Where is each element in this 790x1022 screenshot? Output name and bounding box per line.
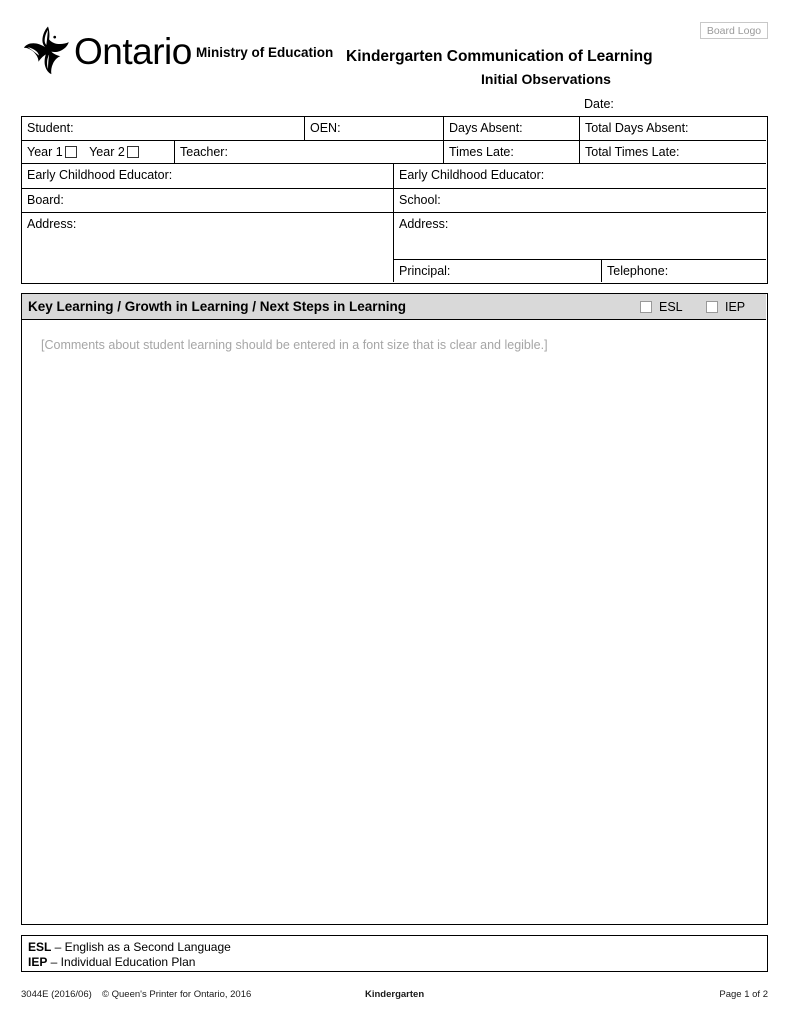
identification-table xyxy=(21,116,768,284)
footer-program-name: Kindergarten xyxy=(365,989,425,1000)
field-oen[interactable] xyxy=(304,117,443,140)
iep-label: IEP xyxy=(725,300,746,314)
field-board[interactable] xyxy=(22,188,393,212)
field-principal[interactable] xyxy=(393,259,601,282)
legend-iep-line xyxy=(28,955,767,970)
iep-checkbox-group[interactable] xyxy=(706,299,745,315)
legend-esl-text: – English as a Second Language xyxy=(51,940,231,954)
field-ece-school[interactable] xyxy=(393,163,766,188)
field-school-address-label: Address: xyxy=(399,217,449,231)
legend-iep-text: – Individual Education Plan xyxy=(47,955,196,969)
field-days-absent[interactable] xyxy=(443,117,579,140)
ontario-logo xyxy=(20,22,190,80)
field-year-selection[interactable] xyxy=(22,140,174,163)
key-learning-header-bar xyxy=(22,294,766,320)
field-student-label: Student: xyxy=(27,121,74,135)
esl-label: ESL xyxy=(659,300,683,314)
ontario-wordmark: Ontario xyxy=(74,31,192,72)
field-ece-school-label: Early Childhood Educator: xyxy=(399,168,545,182)
legend-esl-abbr: ESL xyxy=(28,940,52,954)
field-school-label: School: xyxy=(399,193,441,207)
date-label: Date: xyxy=(584,97,614,111)
comments-placeholder-text[interactable]: [Comments about student learning should be entered in a font size that is clear and legible.] xyxy=(41,338,548,352)
field-board-address[interactable] xyxy=(22,212,393,282)
footer-page-number: Page 1 of 2 xyxy=(719,989,768,1000)
key-learning-section xyxy=(21,293,768,925)
field-oen-label: OEN: xyxy=(310,121,341,135)
field-board-label: Board: xyxy=(27,193,64,207)
field-school[interactable] xyxy=(393,188,766,212)
esl-checkbox[interactable] xyxy=(640,301,652,313)
field-student[interactable] xyxy=(22,117,304,140)
board-logo-placeholder[interactable]: Board Logo xyxy=(700,22,768,39)
legend-esl-line xyxy=(28,940,767,955)
year1-checkbox[interactable] xyxy=(65,146,77,158)
abbreviation-legend xyxy=(21,935,768,972)
iep-checkbox[interactable] xyxy=(706,301,718,313)
field-total-times-late[interactable] xyxy=(579,140,766,163)
field-ece-board[interactable] xyxy=(22,163,393,188)
field-total-times-late-label: Total Times Late: xyxy=(585,145,680,159)
field-board-address-label: Address: xyxy=(27,217,77,231)
field-teacher-label: Teacher: xyxy=(180,145,228,159)
page-title: Kindergarten Communication of Learning xyxy=(346,48,653,65)
year2-label: Year 2 xyxy=(89,145,125,159)
field-telephone[interactable] xyxy=(601,259,766,282)
year1-label: Year 1 xyxy=(27,145,63,159)
footer-copyright: © Queen's Printer for Ontario, 2016 xyxy=(102,989,252,1000)
field-times-late[interactable] xyxy=(443,140,579,163)
field-total-days-absent-label: Total Days Absent: xyxy=(585,121,689,135)
field-ece-board-label: Early Childhood Educator: xyxy=(27,168,173,182)
trillium-icon xyxy=(20,22,76,78)
field-school-address[interactable] xyxy=(393,212,766,259)
field-telephone-label: Telephone: xyxy=(607,264,669,278)
year2-checkbox[interactable] xyxy=(127,146,139,158)
page-subtitle: Initial Observations xyxy=(481,71,611,87)
page-header xyxy=(0,0,790,94)
esl-checkbox-group[interactable] xyxy=(640,299,683,315)
ministry-label: Ministry of Education xyxy=(196,45,334,60)
field-teacher[interactable] xyxy=(174,140,443,163)
legend-iep-abbr: IEP xyxy=(28,955,48,969)
key-learning-heading: Key Learning / Growth in Learning / Next Steps in Learning xyxy=(28,299,407,314)
field-times-late-label: Times Late: xyxy=(449,145,514,159)
field-total-days-absent[interactable] xyxy=(579,117,766,140)
page-footer xyxy=(21,988,768,1002)
field-days-absent-label: Days Absent: xyxy=(449,121,523,135)
footer-form-code: 3044E (2016/06) xyxy=(21,989,92,1000)
field-principal-label: Principal: xyxy=(399,264,451,278)
